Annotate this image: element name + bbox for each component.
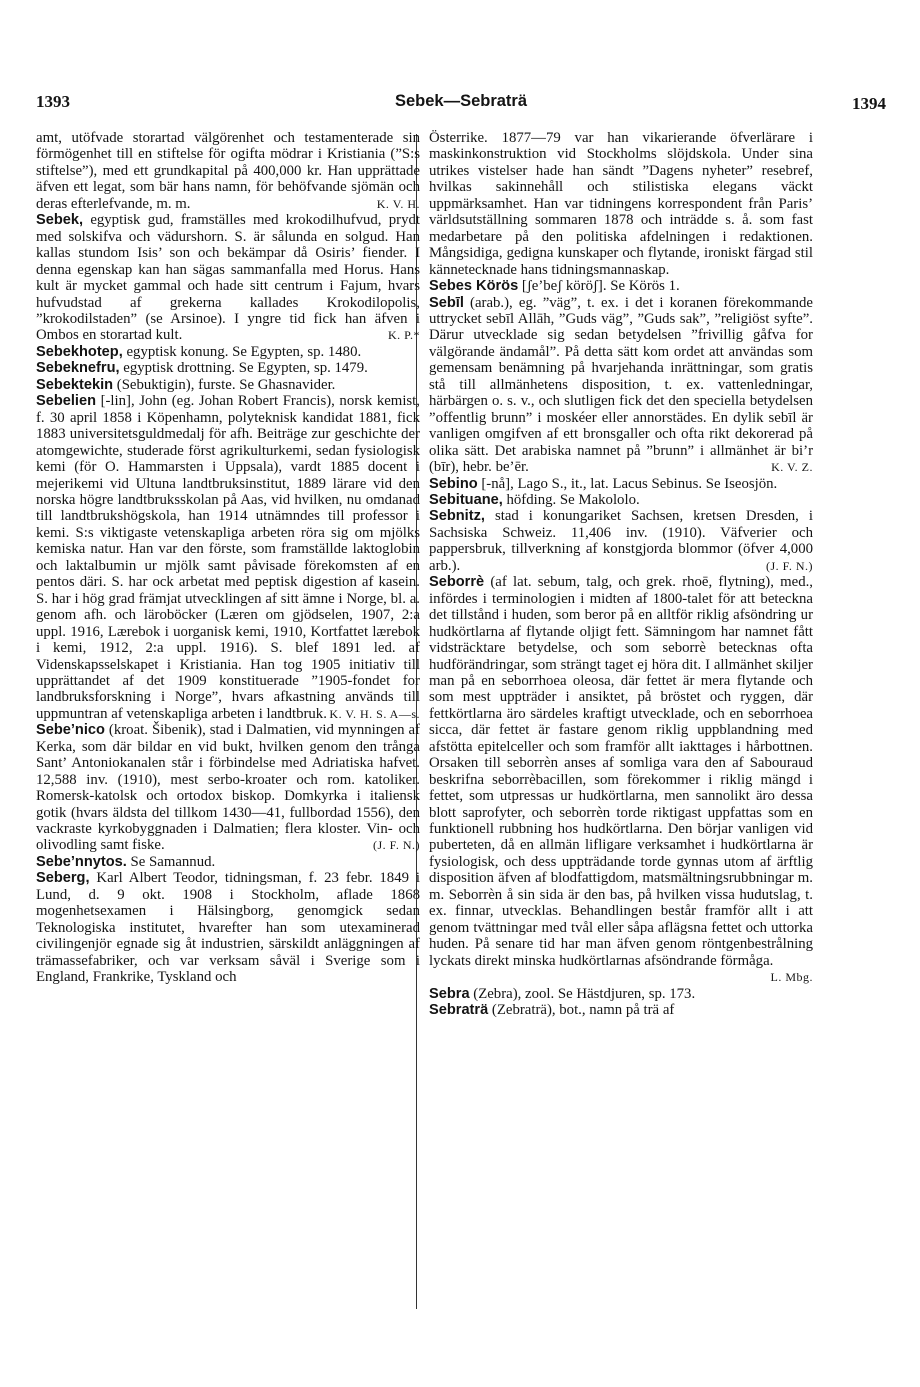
entry-text: (af lat. sebum, talg, och grek. rhoē, flytning), med., infördes i terminologien i midten af 1800-talet för att beteckna det tillstånd i huden, som beror på en alltför riklig afsöndring ur hudkörtlarna af flytande oljigt fett. Sämningom har namnet fått vidsträcktare betydelse, och som seborrè betecknas ofta hudförändringar, som strängt taget ej höra dit. I allmänhet skiljer man på en seborrhoea oleosa, där fettet är mera flytande och som mest uppträder i ansiktet, på bröstet och ryggen, där fettkörtlarna äro särdeles kraftigt utvecklade, och en seborrhoea sicca, där fettet är fastare genom riklig uppblandning med afstötta epitelceller och som framför allt iakttages i hårbottnen. Orsaken till seborrèn anses af somliga vara den af Sabouraud beskrifna seborrèbacillen, som förekommer i riklig mängd i fettet, som utpressas ur hudkörtlarna, men sannolikt äro dessa blott saprofyter, och seborrèn torde riktigast uppfattas som en funktionell rubbning hos hudkörtlarna. Den börjar vanligen vid puberteten, då en allmän lifligare verksamhet i hudkörtlarna är fysiologisk, och dess uppträdande torde gynnas utom af ärftlig disposition äfven af blodfattigdom, matsmältningsrubbningar m. m. Seborrèn å sin sida är den bas, på hvilken vissa hudutslag, t. ex. finnar, utvecklas. Behandlingen består framför allt i att genom tvättningar med tvål eller såpa aflägsna fettet och uttorka huden. På senare tid har man äfven genom röntgenbestrålning lyckats direkt minska hudkörtlarnas afsöndrande förmåga. (429, 574, 813, 969)
entry-text: (Sebuktigin), furste. Se Ghasnavider. (113, 376, 336, 393)
article-entry (36, 130, 420, 212)
article-entry (36, 722, 420, 854)
article-entry (429, 476, 813, 492)
article-entry (36, 854, 420, 870)
article-entry (429, 278, 813, 294)
article-entry (36, 377, 420, 393)
author-signature: (J. F. N.) (372, 838, 420, 853)
running-title: Sebek—Sebraträ (394, 92, 528, 110)
entry-headword: Sebraträ (429, 1002, 489, 1019)
entry-text: (Zebraträ), bot., namn på trä af (488, 1002, 675, 1019)
entry-headword: Sebekhotep, (36, 343, 123, 360)
article-entry (429, 508, 813, 574)
entry-text: Se Samannud. (126, 853, 216, 870)
entry-headword: Sebra (429, 985, 470, 1002)
article-entry (429, 295, 813, 476)
author-signature: K. V. H. S. A—s. (329, 706, 420, 721)
author-signature: (J. F. N.) (765, 558, 813, 573)
entry-headword: Sebino (429, 475, 478, 492)
entry-text: (kroat. Šibenik), stad i Dalmatien, vid mynningen af Kerka, som där bildar en vid bukt, hvilken genom den trånga Sant’ Antoniokanalen står i förbindelse med Adriatiska hafvet. 12,588 inv. (1910), mest serbo-kroater och rom. katoliker. Romersk-katolsk och ortodox biskop. Domkyrka i italiensk gotik (hvars äldsta del tillkom 1430—41, fullbordad 1556), den vackraste kyrkobyggnaden i Dalmatien; flera kloster. Vin- och olivodling samt fiske. (36, 722, 420, 854)
article-entry (429, 492, 813, 508)
left-column (36, 130, 420, 986)
entry-text: (Zebra), zool. Se Hästdjuren, sp. 173. (469, 985, 696, 1002)
entry-headword: Sebeknefru, (36, 360, 120, 377)
entry-headword: Sebelien (36, 393, 97, 410)
entry-text: stad i konungariket Sachsen, kretsen Dresden, i Sachsiska Schweiz. 11,406 inv. (1910). Väfverier och pappersbruk, tillverkning af konstgjorda blommor (öfver 4,000 arb.). (429, 508, 813, 574)
page-header (36, 92, 886, 118)
entry-text: egyptisk gud, framställes med krokodilhufvud, prydt med solskifva och vädurshorn. S. är sålunda en solgud. Han kallas stundom Isis’ son och bekämpar då Osiris’ fiender. I denna egenskap kan han sägas sammanfalla med Horus. Hans kult är mycket gammal och hade sitt centrum i Fajum, hvars hufvudstad af grekerna kallades Krokodilopolis, ”krokodilstaden” (se Arsinoe). I yngre tid fick han äfven i Ombos en storartad kult. (36, 212, 420, 344)
entry-text: Österrike. 1877—79 var han vikarierande öfverlärare i maskinkonstruktion vid Stockholms slöjdskola. Under sina utrikes vistelser hade han sändt ”Dagens nyheter” resebref, hvilkas sakinnehåll och stilistiska elegans väckt uppmärksamhet. Han var tidningens korrespondent från Paris’ världsutställning sommaren 1878 och inträdde s. å. som fast medarbetare på den politiska afdelningen i redaktionen. Mångsidiga, gedigna kunskaper och flytande, ironiskt färgad stil kännetecknade hans tidningsmannaskap. (429, 130, 813, 278)
entry-headword: Sebes Körös (429, 278, 519, 295)
entry-headword: Seborrè (429, 574, 485, 591)
article-entry (429, 986, 813, 1002)
left-page-number: 1393 (36, 92, 70, 111)
author-signature: K. V. H. (376, 196, 420, 211)
article-entry (36, 870, 420, 985)
entry-text: [-nå], Lago S., it., lat. Lacus Sebinus. Se Iseosjön. (477, 475, 778, 492)
entry-headword: Sebīl (429, 294, 464, 311)
entry-text: [-lin], John (eg. Johan Robert Francis), norsk kemist, f. 30 april 1858 i Köpenhamn, polyteknisk kandidat 1881, fick 1883 universitetsguldmedalj för afh. Beiträge zur geschichte der atomgewichte, studerade först agrikulturkemi, sedan fysiologisk kemi (för O. Hammarsten i Uppsala), vardt 1885 docent i mejerikemi vid Ultuna landtbruksinstitut, 1889 lärare vid den norska högre landtbruksskolan på Aas, vid hvilken, nu omdanad till landtbrukshögskola, han 1914 utnämndes till professor i kemi. S:s viktigaste vetenskapliga arbeten röra sig om mjölks kemiska natur. Han var den förste, som framställde laktoglobin och laktalbumin ur mjölk samt påvisade förekomsten af en pentos däri. S. har ock arbetat med peptisk digestion af kasein. S. har i hög grad främjat utvecklingen af sitt ämne i Norge, bl. a. genom afh. och läroböcker (Læren om gjödselen, 1907, 2:a uppl. 1916, Lærebok i uorganisk kemi, 1910, Kortfattet lærebok i kemi, 1912, 2:a uppl. 1916). S. blef 1891 led. af Videnskapsselskapet i Kristiania. Han tog 1905 initiativ till upprättandet af det 1909 konstituerade ”1905-fondet for landbruksforskning i Norge”, hvars afkastning används till uppmuntran af vetenskapliga arbeten i landtbruk. (36, 393, 420, 722)
entry-text: höfding. Se Makololo. (502, 491, 640, 508)
entry-headword: Sebituane, (429, 491, 503, 508)
author-signature: K. P.* (387, 328, 420, 343)
author-signature: L. Mbg. (770, 970, 813, 985)
author-signature: K. V. Z. (771, 460, 813, 475)
article-entry (429, 130, 813, 278)
entry-headword: Seberg, (36, 870, 90, 887)
entry-headword: Sebnitz, (429, 508, 485, 525)
right-column (429, 130, 813, 1018)
entry-headword: Sebe’nnytos. (36, 853, 127, 870)
article-entry (36, 360, 420, 376)
article-entry (429, 574, 813, 985)
entry-text: egyptisk drottning. Se Egypten, sp. 1479. (119, 360, 368, 377)
right-page-number: 1394 (852, 94, 886, 113)
entry-text: [ʃe’beʃ köröʃ]. Se Körös 1. (518, 278, 680, 295)
entry-text: amt, utöfvade storartad välgörenhet och testamenterade sin förmögenhet till en stiftelse för ogifta mödrar i Kristiania (”S:s stiftelse”), med ett grundkapital på 400,000 kr. Han upprättade äfven ett legat, som bär hans namn, för behöfvande sjömän och deras efterlefvande, m. m. (36, 130, 420, 212)
article-entry (36, 344, 420, 360)
entry-headword: Sebek, (36, 212, 84, 229)
entry-text: egyptisk konung. Se Egypten, sp. 1480. (122, 343, 362, 360)
entry-headword: Sebektekin (36, 376, 114, 393)
entry-text: (arab.), eg. ”väg”, t. ex. i det i koranen förekommande uttrycket sebīl Allāh, ”Guds väg”, ”Guds sak”, ”religiöst syfte”. Därur utvecklade sig sedan betydelsen ”frivillig gåfva for välgörande ändamål”. På detta sätt kom ordet att användas som gemensam benämning på hvarjehanda inrättningar, som gratis stå till allmänhetens disposition, t. ex. vattenledningar, härbärgen o. s. v., och slutligen fick det den speciella betydelsen ”offentlig brunn” i moskéer eller annorstädes. En dylik sebīl är vanligen omgifven af ett bronsgaller och ofta rikt dekorerad på olika sätt. Det arabiska namnet på ”brunn” i allmänhet är bi’r (bīr), hebr. be’ēr. (429, 294, 813, 476)
article-entry (36, 393, 420, 722)
article-entry (429, 1002, 813, 1018)
entry-text: Karl Albert Teodor, tidningsman, f. 23 febr. 1849 i Lund, d. 9 okt. 1908 i Stockholm, aflade 1868 mogenhetsexamen i Hälsingborg, genomgick sedan Teknologiska institutet, hvarefter han som utexaminerad civilingenjör egnade sig åt industrien, särskildt anläggningen af trämassefabriker, och var verksam såväl i Sverige som i England, Frankrike, Tyskland och (36, 870, 420, 986)
article-entry (36, 212, 420, 344)
entry-headword: Sebe’nico (36, 722, 105, 739)
